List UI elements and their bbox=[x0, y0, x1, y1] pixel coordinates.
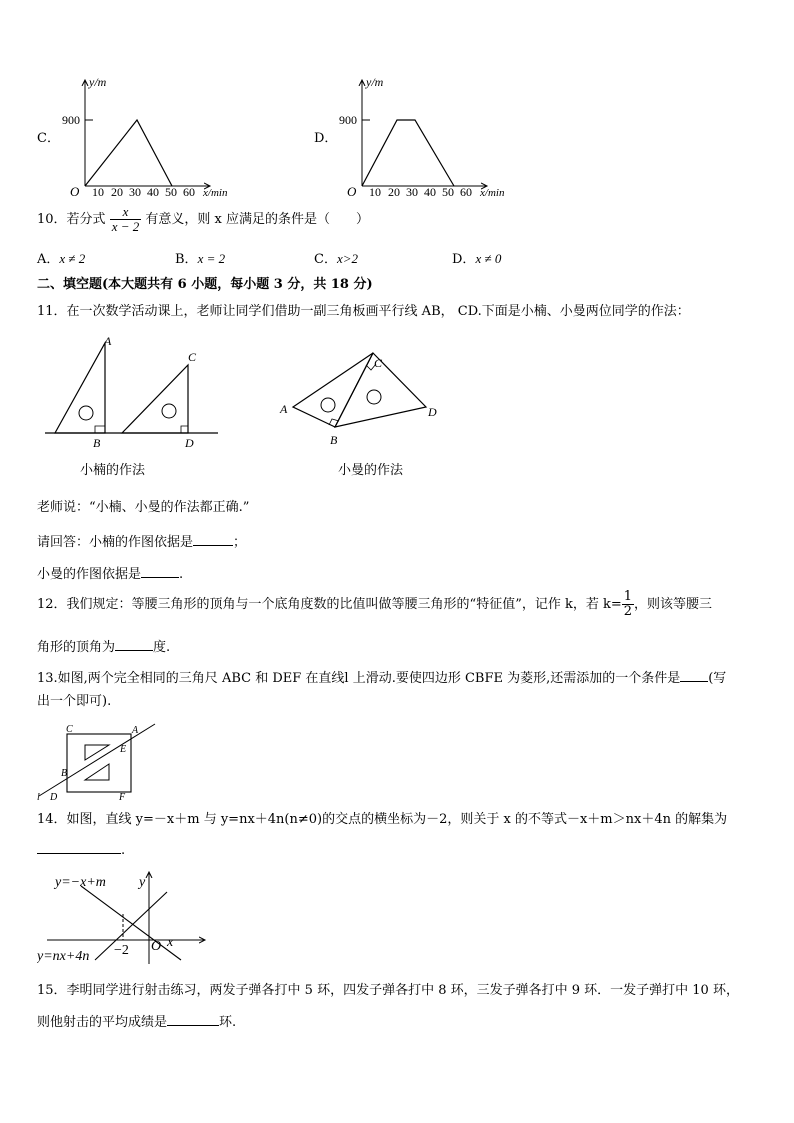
x-tick: 10 bbox=[369, 185, 381, 199]
ask-text: 小曼的作图依据是 bbox=[37, 567, 142, 582]
answer-blank[interactable] bbox=[193, 532, 233, 546]
q10-suffix: 有意义，则 x 应满足的条件是（ ） bbox=[145, 212, 369, 227]
option-label: B． bbox=[175, 252, 198, 267]
q9-option-d-graph bbox=[339, 74, 549, 200]
origin-label: O bbox=[347, 184, 357, 199]
q14-figure bbox=[37, 868, 212, 968]
x-tick: 20 bbox=[111, 185, 123, 199]
q10-option-a[interactable] bbox=[37, 251, 85, 268]
q13-text: (写 bbox=[708, 671, 727, 686]
point-e-label: E bbox=[120, 744, 127, 755]
line-end: . bbox=[121, 843, 126, 858]
point-c-label: C bbox=[188, 350, 197, 364]
q12-text: 角形的顶角为 bbox=[37, 640, 116, 655]
answer-blank[interactable] bbox=[115, 637, 153, 651]
q13-text: 13.如图,两个完全相同的三角尺 ABC 和 DEF 在直线l 上滑动.要使四边形 CBFE 为菱形,还需添加的一个条件是 bbox=[37, 671, 681, 686]
x-tick: 40 bbox=[147, 185, 159, 199]
y-axis-label: y/m bbox=[366, 75, 384, 89]
option-value: x>2 bbox=[336, 251, 358, 266]
point-d-label: D bbox=[50, 792, 58, 802]
origin-label: O bbox=[151, 939, 162, 954]
distance-line bbox=[362, 120, 454, 186]
square-frame bbox=[67, 734, 131, 792]
x-tick: 50 bbox=[165, 185, 177, 199]
option-value: x = 2 bbox=[197, 251, 226, 266]
set-square-1 bbox=[55, 343, 105, 433]
q10-option-c[interactable] bbox=[314, 251, 358, 268]
x-tick: 10 bbox=[92, 185, 104, 199]
y-axis-label: y/m bbox=[89, 75, 107, 89]
point-b-label: B bbox=[61, 768, 68, 779]
triangle-inner-2 bbox=[85, 764, 109, 780]
origin-label: O bbox=[70, 184, 80, 199]
x-tick: 60 bbox=[460, 185, 472, 199]
q10-option-d[interactable] bbox=[452, 251, 501, 268]
q12-fraction bbox=[622, 590, 634, 619]
ask-text: 请回答：小楠的作图依据是 bbox=[37, 535, 194, 550]
x-tick: 60 bbox=[183, 185, 195, 199]
q14-stem: 14．如图，直线 y=－x＋m 与 y=nx＋4n(n≠0)的交点的横坐标为－2，则关于 x 的不等式－x＋m＞nx＋4n 的解集为 bbox=[37, 812, 728, 827]
q11-question-1 bbox=[37, 532, 246, 551]
option-value: x ≠ 0 bbox=[475, 251, 502, 266]
q11-figure-xiaonan bbox=[40, 335, 220, 450]
q12-text: 度. bbox=[153, 640, 171, 655]
q11-teacher-remark: 老师说：“小楠、小曼的作法都正确.” bbox=[37, 500, 250, 515]
q11-question-2 bbox=[37, 564, 183, 583]
answer-blank[interactable] bbox=[680, 668, 708, 682]
answer-blank[interactable] bbox=[167, 1012, 219, 1026]
q12-text: 12．我们规定：等腰三角形的顶角与一个底角度数的比值叫做等腰三角形的“特征值”，记作 k，若 k= bbox=[37, 597, 622, 612]
option-label: A． bbox=[37, 252, 60, 267]
answer-blank[interactable] bbox=[141, 564, 179, 578]
q15-line-2 bbox=[37, 1012, 236, 1031]
x-tick: 20 bbox=[388, 185, 400, 199]
point-a-label: A bbox=[104, 335, 112, 348]
x-tick: 40 bbox=[424, 185, 436, 199]
point-d-label: D bbox=[185, 436, 194, 450]
triangle-inner-1 bbox=[85, 745, 109, 760]
point-a-label: A bbox=[132, 725, 139, 736]
fraction-denominator: 2 bbox=[623, 604, 633, 619]
point-d-label: D bbox=[428, 405, 437, 419]
point-c-label: C bbox=[66, 724, 73, 735]
q14-answer-line bbox=[37, 840, 125, 859]
q15-line-1: 15．李明同学进行射击练习，两发子弹各打中 5 环，四发子弹各打中 8 环，三发子弹各打中 9 环．一发子弹打中 10 环， bbox=[37, 983, 739, 998]
q11-stem: 11．在一次数学活动课上，老师让同学们借助一副三角板画平行线 AB， CD.下面是小楠、小曼两位同学的作法： bbox=[37, 304, 690, 319]
line-y-neg-x-plus-m bbox=[81, 886, 181, 960]
point-c-label: C bbox=[374, 356, 383, 370]
q15-text: 环. bbox=[219, 1015, 237, 1030]
answer-blank[interactable] bbox=[37, 840, 121, 854]
fraction-denominator: x − 2 bbox=[111, 219, 140, 234]
point-a-label: A bbox=[280, 402, 288, 416]
q10-option-b[interactable] bbox=[175, 251, 225, 268]
q9-option-c-graph bbox=[62, 74, 272, 200]
q12-line-1 bbox=[37, 590, 712, 620]
q10-stem bbox=[37, 205, 369, 235]
set-square-2 bbox=[122, 365, 188, 433]
q10-fraction bbox=[110, 205, 142, 234]
option-value: x ≠ 2 bbox=[59, 251, 86, 266]
x-axis-label: x/min bbox=[203, 187, 228, 199]
q12-text: ，则该等腰三 bbox=[634, 597, 713, 612]
x-axis-label: x bbox=[167, 935, 174, 950]
caption-xiaonan: 小楠的作法 bbox=[80, 463, 146, 478]
q12-line-2 bbox=[37, 637, 170, 656]
fraction-numerator: 1 bbox=[623, 589, 633, 604]
option-label: C． bbox=[314, 252, 337, 267]
q10-prefix: 10．若分式 bbox=[37, 212, 106, 227]
q15-text: 则他射击的平均成绩是 bbox=[37, 1015, 168, 1030]
line-label-b: y=nx+4n bbox=[37, 949, 90, 964]
ask-end: ； bbox=[233, 535, 247, 550]
x-tick: 50 bbox=[442, 185, 454, 199]
q9-option-c-label[interactable]: C． bbox=[37, 131, 60, 146]
tick-minus-2: −2 bbox=[114, 943, 129, 958]
section-heading: 二、填空题(本大题共有 6 小题，每小题 3 分，共 18 分) bbox=[37, 277, 373, 292]
caption-xiaoman: 小曼的作法 bbox=[338, 463, 404, 478]
line-l-label: l bbox=[37, 792, 40, 802]
point-f-label: F bbox=[119, 792, 126, 802]
set-square-1 bbox=[293, 353, 373, 427]
option-label: D． bbox=[452, 252, 476, 267]
point-b-label: B bbox=[330, 433, 338, 447]
x-tick: 30 bbox=[406, 185, 418, 199]
y-axis-label: y bbox=[139, 875, 146, 890]
q11-figure-xiaoman bbox=[278, 345, 448, 450]
fraction-numerator: x bbox=[110, 205, 142, 220]
ask-end: . bbox=[179, 567, 184, 582]
q13-line-2: 出一个即可). bbox=[37, 694, 112, 709]
y-tick-900: 900 bbox=[62, 113, 80, 127]
q13-line-1 bbox=[37, 668, 726, 687]
q9-option-d-label[interactable]: D． bbox=[314, 131, 338, 146]
x-tick: 30 bbox=[129, 185, 141, 199]
line-label-a: y=−x+m bbox=[55, 875, 106, 890]
x-axis-label: x/min bbox=[480, 187, 505, 199]
y-tick-900: 900 bbox=[339, 113, 357, 127]
distance-line bbox=[85, 120, 172, 186]
point-b-label: B bbox=[93, 436, 101, 450]
q13-figure bbox=[37, 720, 162, 802]
